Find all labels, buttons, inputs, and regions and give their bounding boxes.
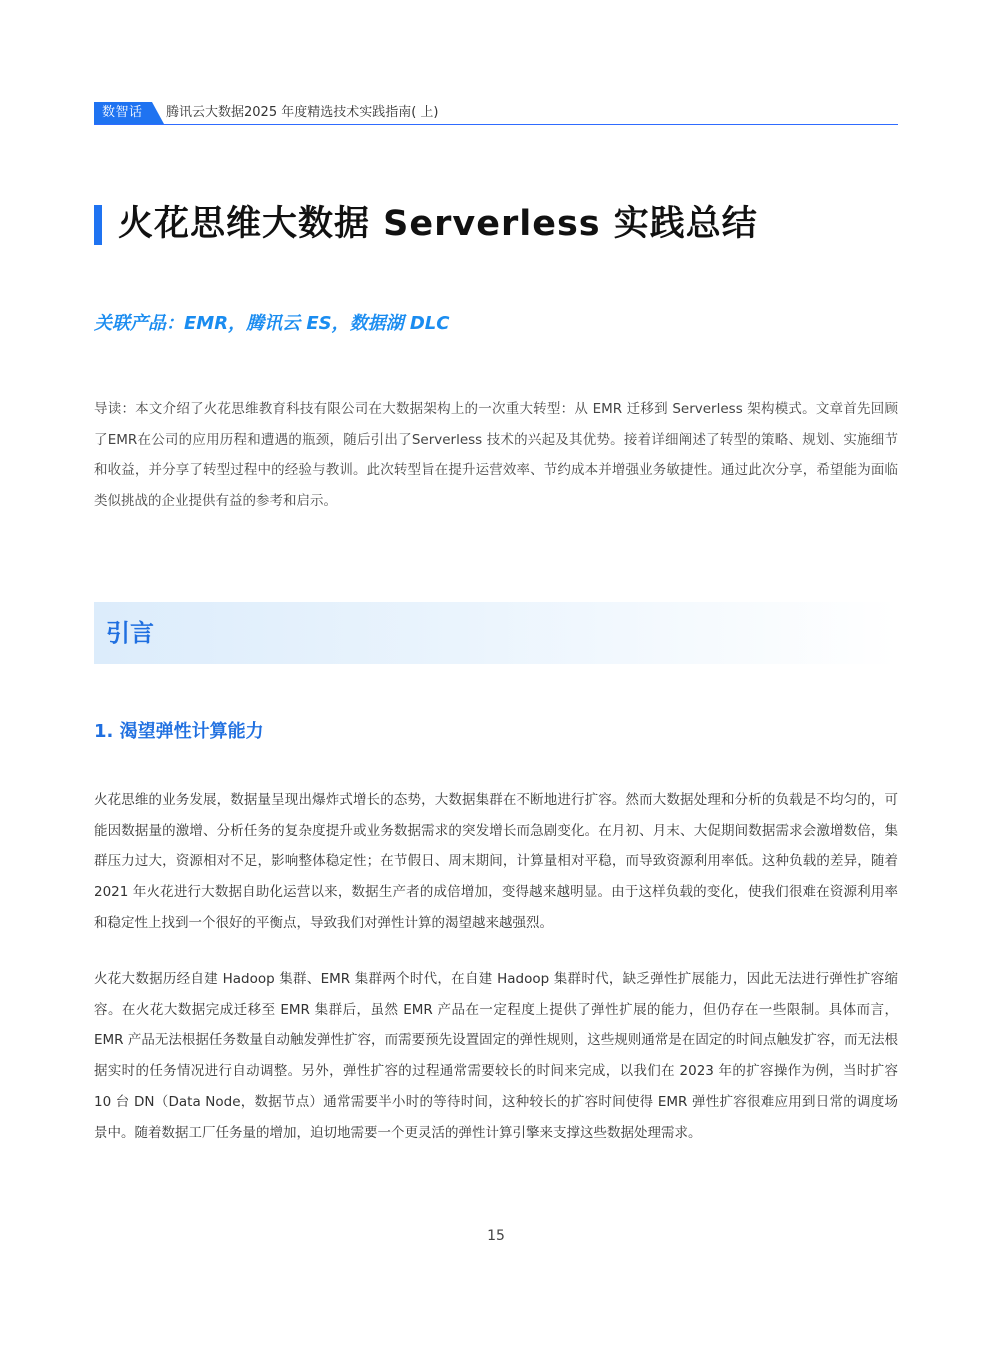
article-title: 火花思维大数据 Serverless 实践总结 (118, 204, 758, 244)
section-title: 引言 (106, 619, 154, 647)
header-subtitle: 腾讯云大数据2025 年度精选技术实践指南( 上) (166, 105, 439, 120)
running-header (94, 101, 898, 125)
body-paragraph: 火花思维的业务发展，数据量呈现出爆炸式增长的态势，大数据集群在不断地进行扩容。然而大数据处理和分析的负载是不均匀的，可能因数据量的激增、分析任务的复杂度提升或业务数据需求的突发增长而急剧变化。在月初、月末、大促期间数据需求会激增数倍，集群压力过大，资源相对不足，影响整体稳定性；在节假日、周末期间，计算量相对平稳，而导致资源利用率低。这种负载的差异，随着 2021 年火花进行大数据自助化运营以来，数据生产者的成倍增加，变得越来越明显。由于这样负载的变化，使我们很难在资源利用率和稳定性上找到一个很好的平衡点，导致我们对弹性计算的渴望越来越强烈。 (94, 792, 898, 931)
header-tag-label: 数智话 (102, 105, 143, 120)
section-header-band (94, 602, 898, 664)
article-intro: 导读：本文介绍了火花思维教育科技有限公司在大数据架构上的一次重大转型：从 EMR 迁移到 Serverless 架构模式。文章首先回顾了EMR在公司的应用历程和遭遇的瓶颈，随后引出了Serverless 技术的兴起及其优势。接着详细阐述了转型的策略、规划、实施细节和收益，并分享了转型过程中的经验与教训。此次转型旨在提升运营效率、节约成本并增强业务敏捷性。通过此次分享，希望能为面临类似挑战的企业提供有益的参考和启示。 (94, 401, 898, 509)
page-number: 15 (487, 1228, 505, 1244)
header-tag (94, 102, 164, 124)
sub-heading: 1. 渴望弹性计算能力 (94, 721, 264, 742)
body-paragraph: 火花大数据历经自建 Hadoop 集群、EMR 集群两个时代，在自建 Hadoop 集群时代，缺乏弹性扩展能力，因此无法进行弹性扩容缩容。在火花大数据完成迁移至 EMR 集群后，虽然 EMR 产品在一定程度上提供了弹性扩展的能力，但仍存在一些限制。具体而言，EMR 产品无法根据任务数量自动触发弹性扩容，而需要预先设置固定的弹性规则，这些规则通常是在固定的时间点触发扩容，而无法根据实时的任务情况进行自动调整。另外，弹性扩容的过程通常需要较长的时间来完成，以我们在 2023 年的扩容操作为例，当时扩容 10 台 DN（Data Node，数据节点）通常需要半小时的等待时间，这种较长的扩容时间使得 EMR 弹性扩容很难应用到日常的调度场景中。随着数据工厂任务量的增加，迫切地需要一个更灵活的弹性计算引擎来支撑这些数据处理需求。 (94, 971, 898, 1141)
related-products: 关联产品：EMR，腾讯云 ES，数据湖 DLC (94, 313, 450, 334)
title-accent-bar (94, 205, 102, 245)
